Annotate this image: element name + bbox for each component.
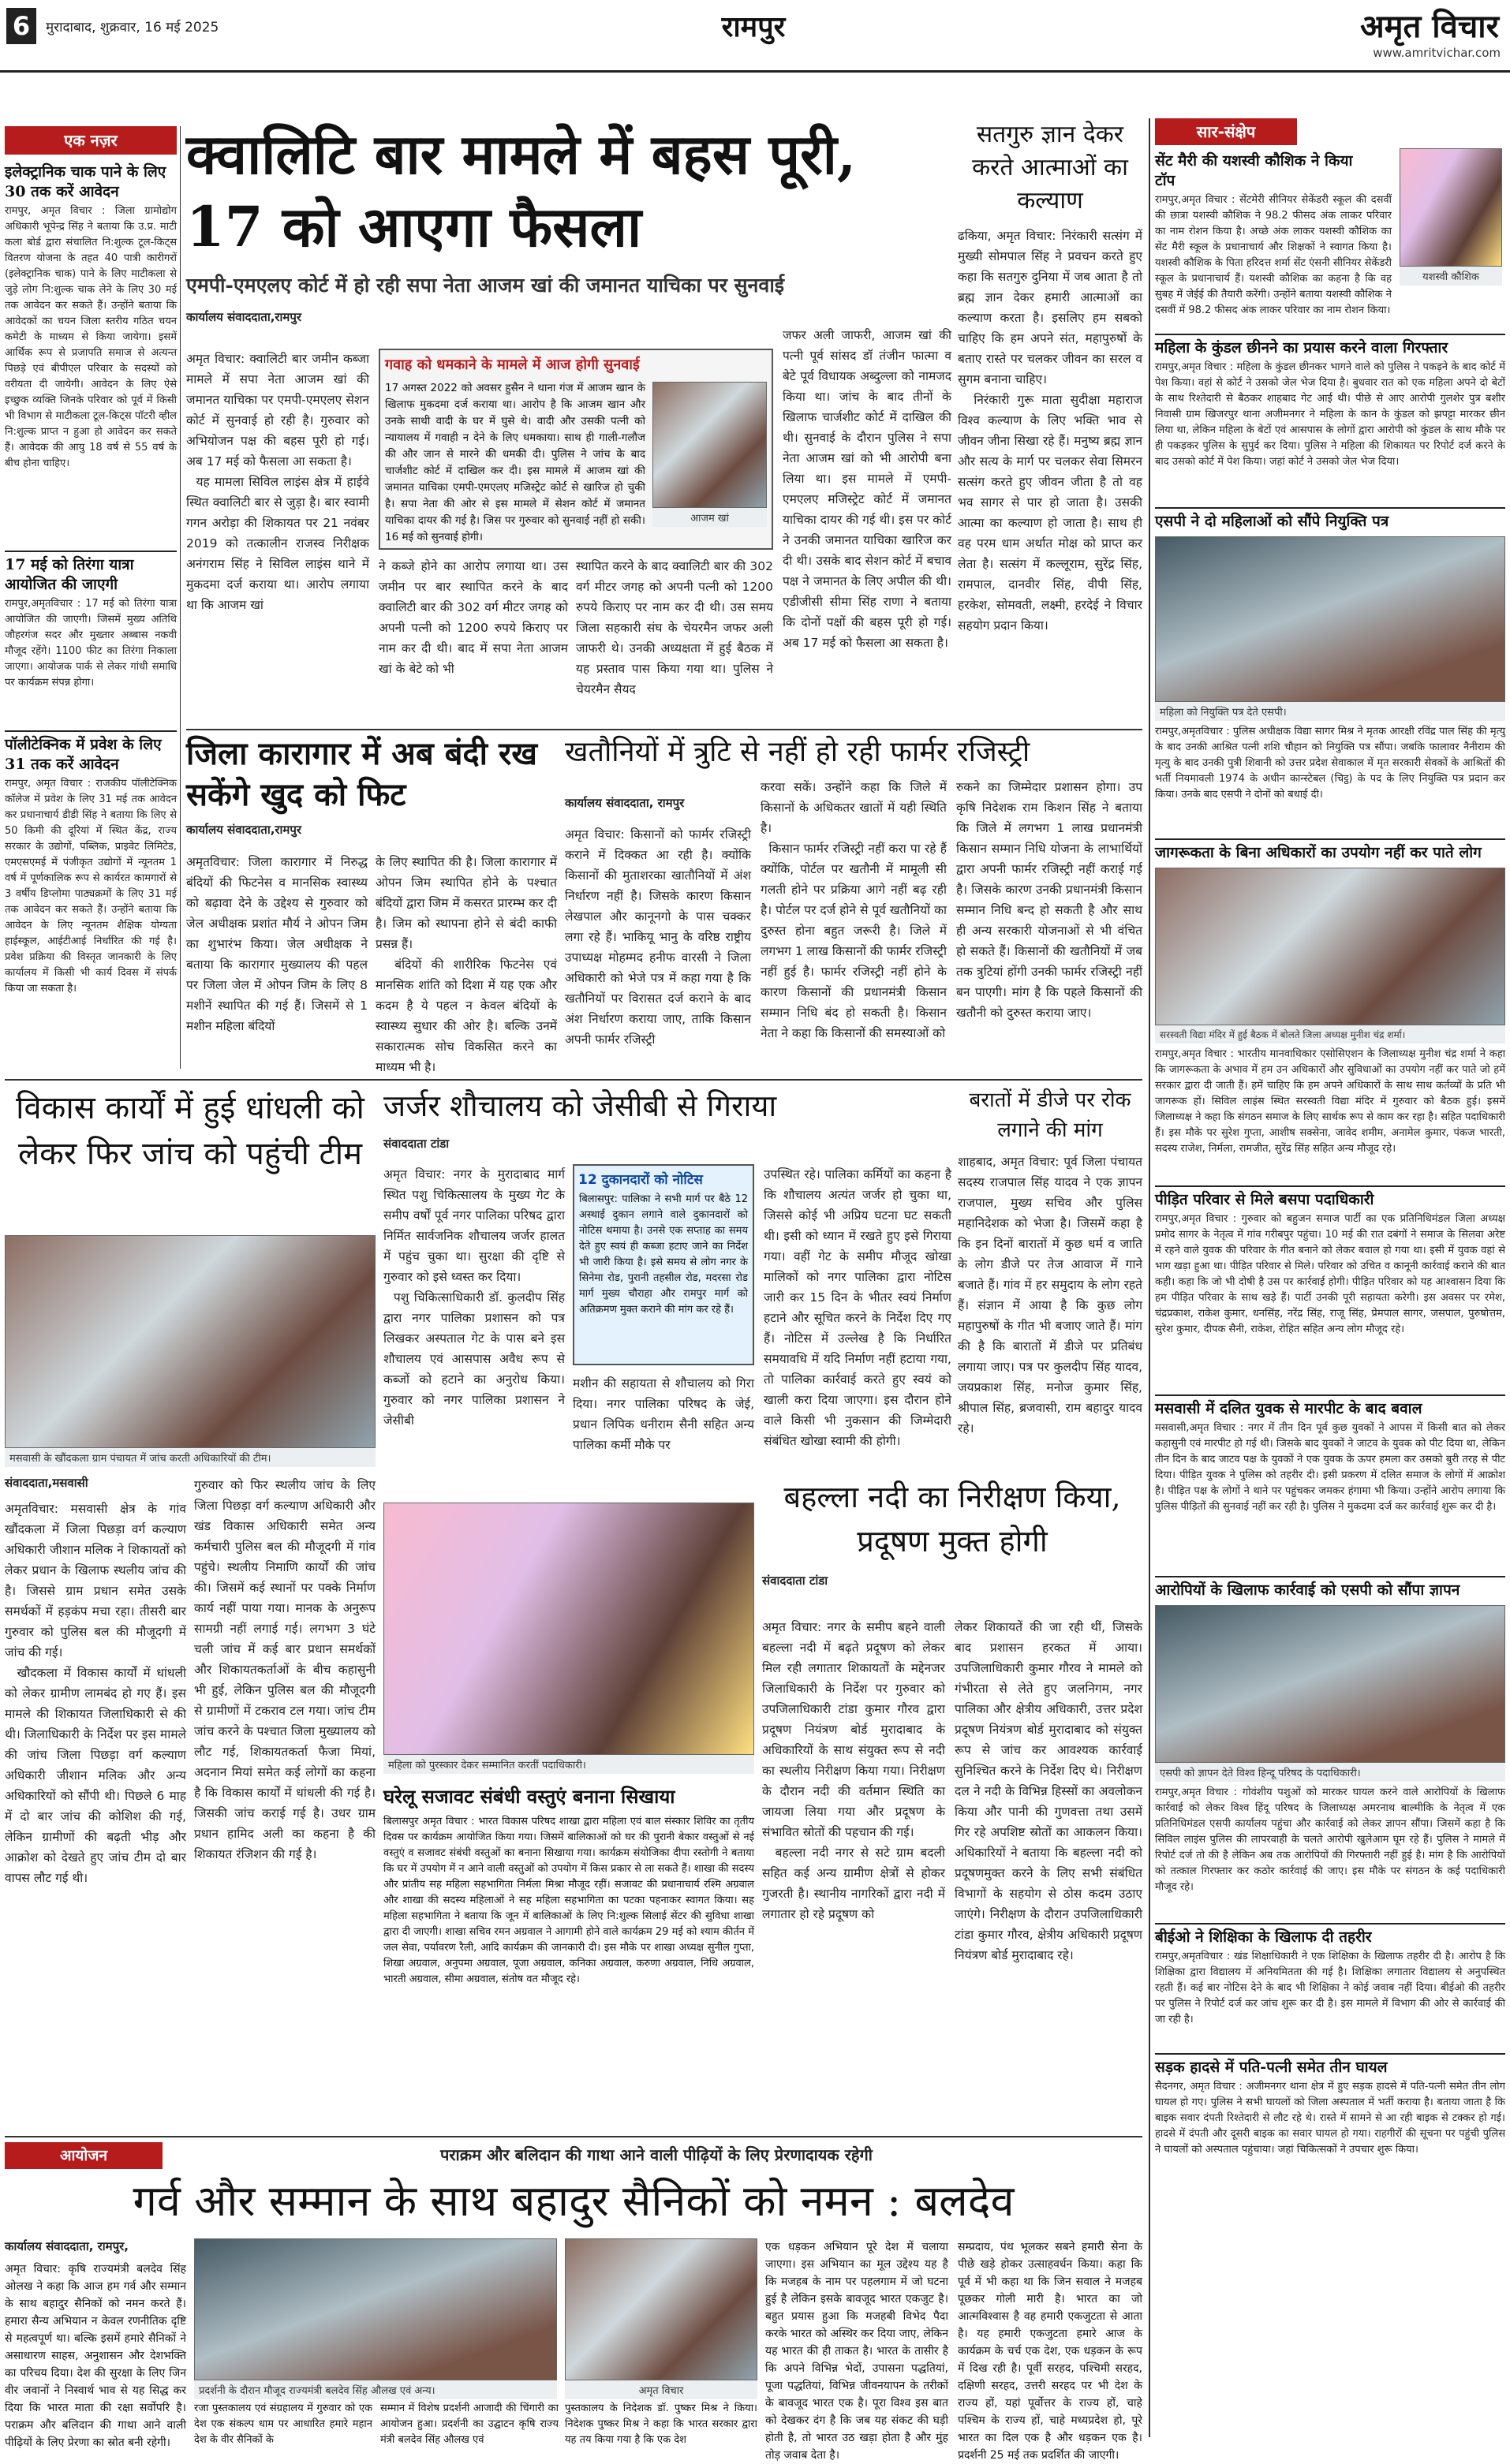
- divider-lead: [186, 729, 1142, 730]
- gharelu-headline: घरेलू सजावट संबंधी वस्तुएं बनाना सिखाया: [383, 1785, 675, 1808]
- sidebar-item-3: [1155, 507, 1509, 838]
- sidebar-item-5: [1155, 1185, 1509, 1394]
- memorandum-photo: [1155, 1605, 1505, 1763]
- yashasvi-caption: यशस्वी कौशिक: [1400, 267, 1502, 286]
- aayojan-kicker: पराक्रम और बलिदान की गाथा आने वाली पीढ़ियों के लिए प्रेरणादायक रहेगी: [440, 2145, 873, 2164]
- left-brief-head-2: 17 मई को तिरंगा यात्रा आयोजित की जाएगी: [5, 551, 177, 596]
- satguru-headline: सतगुरु ज्ञान देकर करते आत्माओं का कल्याण: [972, 121, 1128, 215]
- meeting-photo: [1155, 868, 1505, 1025]
- sidebar-head-8: बीईओ ने शिक्षिका के खिलाफ दी तहरीर: [1155, 1923, 1505, 1949]
- sidebar-caption-4: सरस्वती विद्या मंदिर में हुई बैठक में बोलते जिला अध्यक्ष मुनीश चंद्र शर्मा।: [1155, 1025, 1505, 1043]
- lead-col-4: स्थापित करने के बाद क्वालिटी बार की 302 वर्ग मीटर जगह को अपनी पत्नी को 1200 रुपये किराए पर नाम कर दी थी। उस समय जिला सहकारी संघ के चेयरमैन जफर अली जाफरी थे। उनकी अध्यक्षता में हुई बैठक में यह प्रस्ताव पास किया गया था। पुलिस ने चेयरमैन सैयद: [576, 559, 777, 696]
- sidebar-item-6: [1155, 1394, 1509, 1576]
- jail-headline: जिला कारागार में अब बंदी रख सकेंगे खुद को फिट: [186, 735, 538, 813]
- yashasvi-photo: [1400, 148, 1502, 267]
- shops-notice-text: बिलासपुर: पालिका ने सभी मार्ग पर बैठे 12 अस्थाई दुकान लगाने वाले दुकानदारों को नोटिस थमाया है। उनसे एक सप्ताह का समय देते हुए स्वयं ही कब्जा हटाए जाने का निर्देश भी जारी किया है। इसे समय से लोग नगर के सिनेमा रोड, पुरानी तहसील रोड, मदरसा रोड मार्ग मुख्य चौराहा और रामपुर मार्ग को अतिक्रमण मुक्त कराने की मांग कर रहे हैं।: [579, 1193, 748, 1316]
- farmer-headline: खतौनियों में त्रुटि से नहीं हो रही फार्मर रजिस्ट्री: [565, 736, 1030, 768]
- sidebar-head-2: महिला के कुंडल छीनने का प्रयास करने वाला गिरफ्तार: [1155, 334, 1505, 360]
- aayojan-col-2: रजा पुस्तकालय एवं संग्रहालय में गुरुवार को एक देश एक संकल्प धाम पर आधारित हमारे महान देश के वीर सैनिकों के: [194, 2402, 372, 2446]
- vikas-byline: संवाददाता,मसवासी: [5, 1476, 88, 1490]
- aayojan-col-1: अमृत विचार: कृषि राज्यमंत्री बलदेव सिंह ओलख ने कहा कि आज हम गर्व और सम्मान के साथ बहादुर सैनिकों को नमन करते हैं। हमारा सैन्य अभियान न केवल रणनीतिक दृष्टि से महत्वपूर्ण था। बल्कि इसमें हमारे सैनिकों ने असाधारण साहस, अनुशासन और देशभक्ति का परिचय दिया। देश की सुरक्षा के लिए जिन वीर जवानों ने निस्वार्थ भाव से यह सिद्ध कर दिया कि भारत माता की रक्षा सर्वोपरि है। पराक्रम और बलिदान की गाथा आने वाली पीढ़ियों के लिए प्रेरणा का स्रोत बनी रहेगी।: [5, 2263, 186, 2449]
- vikas-photo: [5, 1235, 376, 1448]
- sar-sankshep-tag: सार-संक्षेप: [1155, 118, 1297, 145]
- mahila-award-photo: [383, 1503, 754, 1755]
- bahalla-story: [762, 1475, 1146, 2130]
- sidebar-text-4: रामपुर,अमृत विचार : भारतीय मानवाधिकार एसोसिएशन के जिलाध्यक्ष मुनीश चंद्र शर्मा ने कहा कि जागरूकता के अभाव में हम उन अधिकारों और सुविधाओं का उपयोग नहीं कर पाते जो हमें सरकार द्वारा दी जाती हैं। हमें चाहिए कि हम अपने अधिकारों के साथ साथ कर्तव्यों के प्रति भी जागरूक हों। सिविल लाइंस स्थित सरस्वती विद्या मंदिर में गुरुवार को बैठक हुई। इसमें जिलाध्यक्ष ने कहा कि संगठन समाज के लिए सार्थक रूप से काम कर रहा है। सहित पदाधिकारी हैं। इस मौके पर सुरेश गुप्ता, आशीष सक्सेना, जावेद शमीम, अनामेल कुमार, पंकज भारती, सदस्य राजेश, निर्मला, रामजीत, सुरेंद्र सिंह सहित अन्य मौजूद रहे।: [1155, 1048, 1509, 1155]
- sidebar-text-3: रामपुर,अमृतविचार : पुलिस अधीक्षक विद्या सागर मिश्र ने मृतक आरक्षी रविंद्र पाल सिंह की मृत्यु के बाद उनकी आश्रित पत्नी शशि चौहान को नियुक्ति पत्र सौंपा। जबकि फालावर नैनीराम की मृत्यु के बाद उनकी पुत्री शिवानी को उत्तर प्रदेश सेवाकाल में मृत सरकारी सेवकों के आश्रितों की भर्ती नियमावली 1974 के अधीन कान्स्टेबल (चिट्ठ) के पद के लिए नियुक्ति पत्र प्रदान कर किया। उनके बाद एसपी ने दोनों को बधाई दी।: [1155, 726, 1509, 801]
- aayojan-photo-1: [194, 2238, 557, 2380]
- divider-aayojan: [5, 2136, 1142, 2137]
- farmer-col-1: अमृत विचार: किसानों को फार्मर रजिस्ट्री कराने में दिक्कत आ रही है। क्योंकि किसानों की मुताशरका खातौनियों में अंश निर्धारण नहीं है। जिसके कारण किसान लेखपाल और कानूनगो के पास चक्कर लगा रहे हैं। भाकियू भानु के वरिष्ठ राष्ट्रीय उपाध्यक्ष मोहम्मद हनीफ वारसी ने जिला अधिकारी को भेजे पत्र में कहा गया है कि खतौनियों पर विरासत दर्ज कराने के बाद अंश निर्धारण कराया जाए, ताकि किसान अपनी फार्मर रजिस्ट्री: [565, 827, 755, 1047]
- shauchalay-headline: जर्जर शौचालय को जेसीबी से गिराया: [383, 1088, 777, 1123]
- sidebar-caption-3: महिला को नियुक्ति पत्र देते एसपी।: [1155, 702, 1505, 721]
- aayojan-byline: कार्यालय संवाददाता, रामपुर,: [5, 2239, 129, 2253]
- shauchalay-col-1: अमृत विचार: नगर के मुरादाबाद मार्ग स्थित पशु चिकित्सालय के मुख्य गेट के समीप वर्षों पूर्व नगर पालिका परिषद द्वारा निर्मित सार्वजनिक शौचालय जर्जर हालत में पहुंच चुका था। सुरक्षा की दृष्टि से गुरुवार को इसे ध्वस्त कर दिया। पशु चिकित्साधिकारी डॉ. कुलदीप सिंह द्वारा नगर पालिका प्रशासन को पत्र लिखकर अस्पताल गेट के पास बने इस शौचालय एवं आसपास अवैध रूप से कब्जों को हटाने का अनुरोध किया। गुरुवार को नगर पालिका प्रशासन ने जेसीबी: [383, 1167, 565, 1428]
- section-name: रामपुर: [721, 10, 786, 43]
- bahalla-headline: बहल्ला नदी का निरीक्षण किया, प्रदूषण मुक्त होगी: [783, 1480, 1121, 1559]
- left-brief-head-3: पॉलीटेक्निक में प्रवेश के लिए 31 तक करें आवेदन: [5, 730, 177, 776]
- column-divider: [180, 126, 181, 1069]
- aayojan-col-4: पुस्तकालय के निदेशक डॉ. पुष्कर मिश्र ने किया। निदेशक पुष्कर मिश्र ने कहा कि भारत सरकार द्वारा यह तय किया गया है कि एक देश: [565, 2402, 757, 2446]
- sidebar-head-1: सेंट मैरी की यशस्वी कौशिक ने किया टॉप: [1155, 152, 1353, 189]
- sidebar-item-7: [1155, 1576, 1509, 1923]
- sidebar-text-1: रामपुर,अमृत विचार : सेंटमेरी सीनियर सेकेंडरी स्कूल की दसवीं की छात्रा यशस्वी कौशिक ने 98.2 फीसद अंक लाकर परिवार का नाम रोशन किया है। अच्छे अंक लाकर यशस्वी कौशिक का सेंट मैरी स्कूल के प्रधानाचार्य और शिक्षकों ने स्वागत किया है। यशस्वी कौशिक के पिता हरिदत्त शर्मा सेंट एंसनी सीनियर सेकेंडरी स्कूल के प्रधानाचार्य हैं। यशस्वी कौशिक का कहना है कि वह सुबह में जेईई की तैयारी करेंगी। उन्होंने बताया यशस्वी कौशिक ने दसवीं में 98.2 फीसद अंक लाकर परिवार का नाम रोशन किया।: [1155, 194, 1396, 316]
- shops-notice-inset: [573, 1164, 754, 1365]
- masthead: [0, 0, 1510, 73]
- vikas-col-2: गुरुवार को फिर स्थलीय जांच के लिए जिला पिछड़ा वर्ग कल्याण अधिकारी और खंड विकास अधिकारी समेत अन्य कर्मचारी पुलिस बल की मौजूदगी में गांव पहुंचे। स्थलीय निमाणि कार्यों की जांच की। जिसमें कई स्थानों पर पक्के निर्माण कार्य नहीं पाया गया। मानक के अनुरूप सामग्री नहीं लगाई गई। लगभग 3 घंटे चली जांच में कई बार प्रधान समर्थकों और शिकायतकर्ताओं के बीच कहासुनी भी हुई, लेकिन पुलिस बल की मौजूदगी से ग्रामीणों में टकराव टल गया। जांच टीम जांच करने के पश्चात जिला मुख्यालय को लौट गई, शिकायतकर्ता फैजा मियां, अदनान मियां समेत कई लोगों का कहना है कि विकास कार्यों में धांधली की गई है। जिसकी जांच कराई गई है। उधर ग्राम प्रधान हामिद अली का कहना है की शिकायत रंजिशन की गई है।: [194, 1478, 379, 1861]
- jail-col-2: के लिए स्थापित की है। जिला कारागार में ओपन जिम स्थापित होने के पश्चात बंदियों द्वारा जिम में कसरत प्रारम्भ कर दी है। जिम को स्थापना होने से बंदी काफी प्रसन्न हैं। बंदियों की शारीरिक फिटनेस एवं मानसिक शांति को दिशा में यह एक और कदम है ये पहल न केवल बंदियों के स्वास्थ्य सुधार की ओर है। बल्कि उनमें सकारात्मक सोच विकसित करने का माध्यम भी है।: [376, 855, 557, 1074]
- jail-col-1: अमृतविचार: जिला कारागार में निरुद्ध बंदियों की फिटनेस व मानसिक स्वास्थ्य को बढ़ावा देने के उद्देश्य से गुरुवार को जेल अधीक्षक प्रशांत मौर्य ने ओपन जिम का शुभारंभ किया। जेल अधीक्षक ने बताया कि कारागार मुख्यालय की पहल पर जिला जेल में ओपन जिम के लिए 8 मशीनें स्थापित की गई हैं। जिसमें से 1 मशीन महिला बंदियों: [186, 855, 372, 1033]
- baraton-text: शाहबाद, अमृत विचार: पूर्व जिला पंचायत सदस्य राजपाल सिंह यादव ने एक ज्ञापन राजपाल, मुख्य सचिव और पुलिस महानिदेशक को भेजा है। जिसमें कहा है कि इन दिनों बारातों में कुछ धर्म व जाति के लोग डीजे पर तेज आवाज में गाने बजाते हैं। गांव में हर समुदाय के लोग रहते हैं। संज्ञान में आया है कि कुछ लोग महापुरुषों के गीत भी बजाए जाते हैं। मांग की है कि बारातों में डीजे पर प्रतिबंध लगाया जाए। पत्र पर कुलदीप सिंह यादव, जयप्रकाश सिंह, मनोज कुमार सिंह, श्रीपाल सिंह, ब्रजवासी, राम बहादुर यादव रहे।: [958, 1155, 1146, 1435]
- lead-story: [186, 118, 955, 726]
- vikas-caption: मसवासी के खौंदकला ग्राम पंचायत में जांच करती अधिकारियों की टीम।: [5, 1448, 376, 1467]
- sidebar-text-7: रामपुर,अमृत विचार : गोवंशीय पशुओं को मारकर घायल करने वाले आरोपियों के खिलाफ कार्रवाई को लेकर विश्व हिंदू परिषद के जिलाध्यक्ष अमरनाथ बाल्मीकि के नेतृत्व में एक प्रतिनिधिमंडल एसपी कार्यालय पहुंचा और कार्रवाई को लेकर ज्ञापन सौंपा। जिसमें कहा है कि सिविल लाइंस पुलिस की लापरवाही के चलते आरोपी खुलेआम घूम रहे हैं। पुलिस ने मामले में रिपोर्ट दर्ज तो की है लेकिन अब तक आरोपियों की गिरफ्तारी नहीं हुई है। मांग है कि आरोपियों को तत्काल गिरफ्तार कर कठोर कार्रवाई की जाए। इस मौके पर संगठन के कई पदाधिकारी मौजूद रहे।: [1155, 1786, 1509, 1893]
- website-url[interactable]: www.amritvichar.com: [1373, 46, 1501, 60]
- dateline: मुरादाबाद, शुक्रवार, 16 मई 2025: [46, 20, 219, 35]
- bahalla-byline: संवाददाता टांडा: [762, 1574, 828, 1588]
- sidebar-head-7: आरोपियों के खिलाफ कार्रवाई को एसपी को सौंपा ज्ञापन: [1155, 1576, 1505, 1602]
- aayojan-caption-2: अमृत विचार: [565, 2380, 757, 2399]
- sp-appointment-photo: [1155, 536, 1505, 702]
- sidebar-text-8: रामपुर,अमृतविचार : खंड शिक्षाधिकारी ने एक शिक्षिका के खिलाफ तहरीर दी है। आरोप है कि शिक्षिका द्वारा विद्यालय में अनियमितता की गई है। शिक्षिका लगातार विद्यालय से अनुपस्थित रहती हैं। कई बार नोटिस देने के बाद भी शिक्षिका ने कोई जवाब नहीं दिया। बीईओ की तहरीर पर पुलिस ने रिपोर्ट दर्ज कर जांच शुरू कर दी है। इस मामले में विभाग की ओर से कार्रवाई की जा रही है।: [1155, 1951, 1509, 2025]
- aayojan-caption-1: प्रदर्शनी के दौरान मौजूद राज्यमंत्री बलदेव सिंह औलख एवं अन्य।: [194, 2380, 557, 2399]
- farmer-story: [565, 734, 1146, 1073]
- sidebar-text-6: मसवासी,अमृत विचार : नगर में तीन दिन पूर्व कुछ युवकों ने आपस में किसी बात को लेकर कहासुनी एवं मारपीट हो गई थी। जिसके बाद युवकों ने जाटव के युवक को पीट दिया था, लेकिन तीन दिन के बाद जाटव पक्ष के युवकों ने एक युवक के ऊपर हमला कर उसको बुरी तरह से पीट दिया। पीड़ित युवक ने पुलिस को तहरीर दी। इसी प्रकरण में दलित समाज के लोगों में आक्रोश है। पीड़ित पक्ष के लोगों ने थाने पर पहुंचकर जमकर हंगामा भी किया। उन्होंने आरोप लगाया कि पुलिस पीड़ितों की सुनवाई नहीं कर रही है। पुलिस ने मुकदमा दर्ज कर कार्रवाई शुरू कर दी है।: [1155, 1422, 1509, 1513]
- shops-notice-head: 12 दुकानदारों को नोटिस: [578, 1172, 703, 1188]
- sidebar-caption-7: एसपी को ज्ञापन देते विश्व हिन्दू परिषद के पदाधिकारी।: [1155, 1763, 1505, 1782]
- baraton-story: [958, 1085, 1146, 1456]
- sidebar-item-9: [1155, 2053, 1509, 2211]
- sidebar-text-5: रामपुर,अमृत विचार : गुरुवार को बहुजन समाज पार्टी का एक प्रतिनिधिमंडल जिला अध्यक्ष प्रमोद सागर के नेतृत्व में गांव गरीबपुर पहुंचा। 10 मई की रात दबंगों ने समाज के सिलवा अरेष्ट में रहने वाले युवक की परिवार के गीत बनाने को लेकर बवाल हो गया था। इसी में युवक वहां से भाग खड़ा हुआ था। पीड़ित परिवार से मिले। परिवार को उचित व कानूनी कार्रवाई कराने की बात कही। कहा कि जो भी दोषी है उस पर कार्रवाई होगी। पीड़ित परिवार को यह आश्वासन दिया कि हम पीड़ित परिवार के साथ खड़े हैं। पार्टी उनकी पूरी सहायता करेगी। इस अवसर पर रमेश, चंद्रप्रकाश, राकेश कुमार, धनसिंह, नरेंद्र सिंह, राजू सिंह, प्रेमपाल सागर, जसपाल, पुरुषोत्तम, सुरेश कुमार, दीपक सैनी, राकेश, रोहित सहित अन्य लोग मौजूद रहे।: [1155, 1213, 1509, 1335]
- sidebar-text-9: सैदनगर, अमृत विचार : अजीमनगर थाना क्षेत्र में हुए सड़क हादसे में पति-पत्नी समेत तीन लोग घायल हो गए। पुलिस ने सभी घायलों को जिला अस्पताल में भर्ती कराया है। बताया जाता है कि बाइक सवार दंपती रिश्तेदारी से लौट रहे थे। रास्ते में सामने से आ रही बाइक से टक्कर हो गई। हादसे में दंपती और दूसरी बाइक का सवार घायल हो गया। राहगीरों की सूचना पर पहुंची पुलिस ने घायलों को अस्पताल पहुंचाया। जहां चिकित्सकों ने उपचार शुरू किया।: [1155, 2081, 1509, 2156]
- sidebar-divider: [1149, 118, 1150, 2437]
- left-column: [5, 126, 181, 1069]
- lead-col-2: ने कब्जे होने का आरोप लगाया था। उस जमीन पर बार स्थापित करने के बाद क्वालिटी बार की 302 वर्ग मीटर जगह को अपनी पत्नी को 1200 रुपये किराए पर नाम कर दी थी। बाद में सपा नेता आजम खां के बेटे को भी: [379, 559, 572, 676]
- shauchalay-col-2: मशीन की सहायता से शौचालय को गिरा दिया। नगर पालिका परिषद के जेई, प्रधान लिपिक धनीराम सैनी सहित अन्य पालिका कर्मी मौके पर: [573, 1376, 758, 1452]
- vikas-col-1: अमृतविचार: मसवासी क्षेत्र के गांव खौंदकला में जिला पिछड़ा वर्ग कल्याण अधिकारी जीशान मलिक ने शिकायतों को लेकर प्रधान के खिलाफ स्थलीय जांच की है। जिससे ग्राम प्रधान समेत उसके समर्थकों में हड़कंप मचा रहा। तीसरी बार गुरुवार को पुलिस बल की मौजूदगी में जांच की गई। खौदकला में विकास कार्यों में धांधली को लेकर ग्रामीण लामबंद हो गए हैं। इस मामले की शिकायत जिलाधिकारी से की थी। जिलाधिकारी के निर्देश पर इस मामले की जांच जिला पिछड़ा वर्ग कल्याण अधिकारी जीशान मलिक और अन्य अधिकारियों को सौंपी थी। पिछले 6 माह में दो बार जांच की कोशिश की गई, लेकिन ग्रामीणों की बढ़ती भीड़ और आक्रोश को देखते हुए जांच टीम दो बार वापस लौट गई थी।: [5, 1502, 186, 1885]
- lead-col-5: जफर अली जाफरी, आजम खां की पत्नी पूर्व सांसद डॉ तंजीन फात्मा व बेटे पूर्व विधायक अब्दुल्ला को नामजद किया था। जांच के बाद तीनों के खिलाफ चार्जशीट कोर्ट में दाखिल की थी। सुनवाई के दौरान पुलिस ने सपा नेता आजम खां को भी आरोपी बना लिया था। इस मामले में एमपी-एमएलए मजिस्ट्रेट कोर्ट में जमानत याचिका दायर की गई थी। इस पर कोर्ट ने उनकी जमानत याचिका खारिज कर दी थी। उसके बाद सेशन कोर्ट में बचाव पक्ष ने जमानत के लिए अपील की थी। एडीजीसी सीमा सिंह राणा ने बताया कि दोनों पक्षों की बहस पूरी हो गई। अब 17 मई को फैसला आ सकता है।: [783, 328, 955, 650]
- brand-logo: अमृत विचार: [1360, 8, 1499, 45]
- page-number: 6: [6, 8, 36, 44]
- sidebar-item-4: [1155, 838, 1509, 1185]
- left-brief-text-1: रामपुर, अमृत विचार : जिला ग्रामोद्योग अधिकारी भूपेन्द्र सिंह ने बताया कि उ.प्र. माटी कला बोर्ड द्वारा संचालित नि:शुल्क टूल-किट्स वितरण योजना के तहत 40 पात्री कारीगरों (इलेक्ट्रानिक चाक) पाने के लिए माटीकला से जुड़े लोग नि:शुल्क चाक लेने के लिए 30 मई तक आवेदन कर सकते हैं। उन्होंने बताया कि आवेदकों का चयन जिला स्तरीय गठित चयन कमेटी के माध्यम से किया जायेगा। इसमें आर्थिक रूप से प्रजापति समाज से अत्यन्त पिछड़े एवं बीपीएल परिवार के सदस्यों को वरीयता दी जायेगी। आवेदन के लिए ऐसे इच्छुक व्यक्ति जिनके परिवार को पूर्व में किसी भी विभाग से माटीकला टूल-किट्स पाॅटरी व्हील नि:शुल्क प्राप्त न हुआ हो आवेदन कर सकते हैं। आवेदक की आयु 18 वर्ष से 55 वर्ष के बीच होना चाहिए।: [5, 205, 181, 469]
- sidebar-head-5: पीड़ित परिवार से मिले बसपा पदाधिकारी: [1155, 1185, 1505, 1211]
- jail-byline: कार्यालय संवाददाता,रामपुर: [186, 823, 302, 837]
- farmer-col-3: रुकने का जिम्मेदार प्रशासन होगा। उप कृषि निदेशक राम किशन सिंह ने बताया कि जिले में लगभग 1 लाख प्रधानमंत्री किसान सम्मान निधि योजना के लाभार्थियों द्वारा अपनी फार्मर रजिस्ट्री नहीं कराई गई है। जिसके कारण उनकी प्रधानमंत्री किसान सम्मान निधि बन्द हो सकती है और साथ ही अन्य सरकारी योजनाओं से भी वंचित हो सकते हैं। किसानों की खतौनियों में जब तक त्रुटियां होंगी उनकी फार्मर रजिस्ट्री नहीं बन पाएगी। मांग है कि पहले किसानों की खतौनी को दुरुस्त कराया जाए।: [956, 780, 1146, 1020]
- farmer-col-2: करवा सकें। उन्होंने कहा कि जिले में किसानों के अधिकतर खातों में यही स्थिति है। किसान फार्मर रजिस्ट्री नहीं करा पा रहे हैं क्योंकि, पोर्टल पर खतौनी में मामूली सी गलती होने पर प्रक्रिया आगे नहीं बढ़ रही है। पोर्टल पर दर्ज होने से पूर्व खतौनियों का दुरुस्त होना बहुत जरूरी है। जिले में लगभग 1 लाख किसानों की फार्मर रजिस्ट्री नहीं हुई है। फार्मर रजिस्ट्री नहीं होने के कारण किसानों की प्रधानमंत्री किसान सम्मान निधि बंद हो सकती है। किसान नेता ने कहा कि किसानों की समस्याओं को: [761, 780, 947, 1040]
- lead-inset-text: 17 अगस्त 2022 को अवसर हुसैन ने थाना गंज में आजम खान के खिलाफ मुकदमा दर्ज कराया था। आरोप है कि आजम खान और उनके साथी वादी के घर में घुसे थे। वादी और उसकी पत्नी को न्यायालय में गवाही न देने के लिए धमकाया। साथ ही गाली-गलौज की और जान से मारने की धमकी दी। पुलिस ने जांच के बाद चार्जशीट कोर्ट में दाखिल कर दी। इस मामले में आजम खां की जमानत याचिका एमपी-एमएलए मजिस्ट्रेट कोर्ट से खारिज हो चुकी है। सपा नेता की ओर से इस मामले में सेशन कोर्ट में जमानत याचिका दायर की गई है। जिस पर गुरुवार को सुनवाई नहीं हो सकी। 16 मई को सुनवाई होगी।: [385, 382, 645, 543]
- vikas-headline: विकास कार्यों में हुई धांधली को लेकर फिर जांच को पहुंची टीम: [16, 1090, 364, 1172]
- lead-inset: [379, 349, 773, 550]
- sidebar-head-3: एसपी ने दो महिलाओं को सौंपे नियुक्ति पत्र: [1155, 507, 1505, 533]
- jail-story: [186, 734, 557, 1073]
- aayojan-col-6: सम्प्रदाय, पंथ भूलकर सबने हमारी सेना के पीछे खड़े होकर उत्साहवर्धन किया। कहा कि पूर्व में भी कहा था कि जिन सवाल ने मजहब पूछकर गोली मारी है। भारत का जो आत्मविश्वास है वह हमारी एकजुटता से आता है। यह हमारी एकजुटता हमारे आज के कार्यक्रम के चर्च एक देश, एक धड़कन के रूप में दिख रही है। पूर्वी सरहद, पश्चिमी सरहद, दक्षिणी सरहद, उत्तरी सरहद पर भी देश के राज्य हों, यहां पूर्वोत्तर के राज्य हों, चाहे पश्चिम के राज्य हों, चाहे मध्यप्रदेश हो, पूरे भारत का दिल एक है और धड़कन एक है। प्रदर्शनी 25 मई तक प्रदर्शित की जाएगी।: [958, 2241, 1142, 2462]
- shauchalay-byline: संवाददाता टांडा: [383, 1137, 450, 1151]
- satguru-text: ढकिया, अमृत विचार: निरंकारी सत्संग में मुख्यी सोमपाल सिंह ने प्रवचन करते हुए कहा कि सतगुरु दुनिया में जब आता है तो ब्रह्म ज्ञान देकर हमारी आत्माओं का कल्याण करता है। इसलिए हम सबको चाहिए कि हम अपने संत, महापुरुषों के बताए रास्ते पर चलकर जीवन का सरल व सुगम बनाना चाहिए। निरंकारी गुरू माता सुदीक्षा महाराज विश्व कल्याण के लिए भक्ति भाव से जीवन जीना सिखा रहे हैं। मनुष्य ब्रह्म ज्ञान और सत्य के मार्ग पर चलकर सेवा सिमरन सत्संग करते हुए जीवन जीता है तो वह भव सागर से पार हो जाता है। उसकी आत्मा का कल्याण हो जाता है। साथ ही वह परम धाम अर्थात मोक्ष को प्राप्त कर लेता है। सत्संग में कल्लूराम, सुरेंद्र सिंह, रामपाल, दानवीर सिंह, वीपी सिंह, हरकेश, सोमवती, लक्ष्मी, हरदेई ने विचार सहयोग प्रदान किया।: [958, 229, 1142, 633]
- baraton-headline: बरातों में डीजे पर रोक लगाने की मांग: [969, 1088, 1131, 1142]
- aayojan-col-3: सम्मान में विशेष प्रदर्शनी आजादी की चिंगारी का आयोजन हुआ। प्रदर्शनी का उद्घाटन कृषि राज्य मंत्री बलदेव सिंह औलख एवं: [380, 2402, 559, 2446]
- bahalla-col-1: अमृत विचार: नगर के समीप बहने वाली बहल्ला नदी में बढ़ते प्रदूषण को लेकर मिल रही लगातार शिकायतों के मद्देनजर जिलाधिकारी के निर्देश पर गुरुवार को उपजिलाधिकारी टांडा कुमार गौरव द्वारा प्रदूषण नियंत्रण बोर्ड मुरादाबाद के अधिकारियों के साथ संयुक्त रूप से नदी का स्थलीय निरीक्षण किया गया। निरीक्षण के दौरान नदी की वर्तमान स्थिति का जायजा लिया गया और प्रदूषण के संभावित स्रोतों की पहचान की गई। बहल्ला नदी नगर से सटे ग्राम बदली सहित कई अन्य ग्रामीण क्षेत्रों से होकर गुजरती है। स्थानीय नागरिकों द्वारा नदी में लगातार हो रहे प्रदूषण को: [762, 1620, 945, 1921]
- farmer-byline: कार्यालय संवाददाता, रामपुर: [565, 796, 685, 810]
- gharelu-story: [383, 1784, 754, 2131]
- sidebar-item-1: [1155, 148, 1505, 334]
- lead-inset-head: गवाह को धमकाने के मामले में आज होगी सुनवाई: [385, 357, 640, 373]
- sidebar-item-8: [1155, 1923, 1509, 2053]
- lead-col-1: अमृत विचार: क्वालिटी बार जमीन कब्जा मामले में सपा नेता आजम खां की जमानत याचिका पर एमपी-एमएलए सेशन कोर्ट में सुनवाई हो रही है। गुरुवार को अभियोजन पक्ष की बहस पूरी हो गई। अब 17 मई को फैसला आ सकता है। यह मामला सिविल लाइंस क्षेत्र में हाईवे स्थित क्वालिटी बार से जुड़ा है। बार स्वामी गगन अरोड़ा की शिकायत पर 21 नवंबर 2019 को तत्कालीन राजस्व निरीक्षक अनंगराम सिंह ने सिविल लाइंस थाने में मुकदमा दर्ज कराया था। आरोप लगाया था कि आजम खां: [186, 352, 369, 612]
- mahila-award-caption: महिला को पुरस्कार देकर सम्मानित करतीं पदाधिकारी।: [383, 1755, 754, 1774]
- aayojan-headline: गर्व और सम्मान के साथ बहादुर सैनिकों को नमन : बलदेव: [133, 2176, 1015, 2226]
- sar-sankshep-sidebar: [1155, 118, 1509, 2437]
- sidebar-head-9: सड़क हादसे में पति-पत्नी समेत तीन घायल: [1155, 2053, 1505, 2079]
- aayojan-tag: आयोजन: [5, 2142, 163, 2169]
- ek-nazar-tag: एक नज़र: [5, 126, 177, 155]
- lead-headline: क्वालिटि बार मामले में बहस पूरी, 17 को आएगा फैसला: [186, 121, 857, 259]
- left-brief-head-1: इलेक्ट्रानिक चाक पाने के लिए 30 तक करें आवेदन: [5, 163, 166, 200]
- aayojan-photo-2: [565, 2238, 757, 2380]
- lead-byline: कार्यालय संवाददाता,रामपुर: [186, 310, 302, 324]
- sidebar-head-6: मसवासी में दलित युवक से मारपीट के बाद बवाल: [1155, 1394, 1505, 1421]
- sidebar-text-2: रामपुर,अमृत विचार : महिला के कुंडल छीनकर भागने वाले को पुलिस ने पकड़ने के बाद कोर्ट में पेश किया। वहां से कोर्ट ने उसको जेल भेज दिया है। बुधवार रात को एक महिला अपने दो बेटों के साथ रिश्तेदारी से बैठकर शाहबाद गेट आई थी। पीछे से आए आरोपी गुलशेर पुत्र बशीर निवासी ग्राम खिजरपुर थाना अजीमनगर ने महिला के कान के कुंडल को झपट्टा मारकर छीन लिया था, लेकिन महिला के बेटों एवं आसपास के लोगों द्वारा आरोपी को कुंडल के साथ मौके पर ही पकड़कर पुलिस के सुपुर्द कर दिया। पुलिस ने महिला की शिकायत पर रिपोर्ट दर्ज करने के बाद उसको कोर्ट में पेश किया। जहां कोर्ट ने उसको जेल भेज दिया।: [1155, 361, 1509, 468]
- divider-mid: [5, 1079, 1142, 1081]
- shauchalay-col-3: उपस्थित रहे। पालिका कर्मियों का कहना है कि शौचालय अत्यंत जर्जर हो चुका था, जिससे कोई भी अप्रिय घटना घट सकती थी। इसी को ध्यान में रखते हुए इसे गिराया गया। वहीं गेट के समीप मौजूद खोखा मालिकों को नगर पालिका द्वारा नोटिस जारी कर 15 दिन के भीतर स्वयं निर्माण हटाने और सूचित करने के निर्देश दिए गए हैं। नोटिस में उल्लेख है कि निर्धारित समयावधि में यदि निर्माण नहीं हटाया गया, तो पालिका कार्रवाई करते हुए स्वयं को खाली करा दिया जाएगा। इस दौरान होने वाले किसी भी नुकसान की जिम्मेदारी संबंधित खोखा स्वामी की होगी।: [764, 1167, 955, 1448]
- aayojan-col-5: एक धड़कन अभियान पूरे देश में चलाया जाएगा। इस अभियान का मूल उद्देश्य यह है कि मजहब के नाम पर पहलगाम में जो घटना हुई है लेकिन इसके बावजूद भारत एकजुट है। बहुत प्रयास हुआ कि मजहबी विभेद पैदा करके भारत को अस्थिर कर दिया जाए, लेकिन यह भारत की ही ताकत है। भारत के तासीर है कि अपने विभिन्न भेदों, उपासना पद्धतियां, पूजा पद्धतियां, विभिन्न जीवनयापन के तरीकों के बावजूद भारत एक है। पूरा विश्व इस बात को देखकर दंग है कि जब यह संकट की घड़ी होती है, तो भारत उठ खड़ा होता है और मुंह तोड़ जवाब देता है।: [765, 2241, 948, 2462]
- bahalla-col-2: लेकर शिकायतें की जा रही थीं, जिसके बाद प्रशासन हरकत में आया। उपजिलाधिकारी कुमार गौरव ने मामले को गंभीरता से लेते हुए जलनिगम, नगर पालिका और क्षेत्रीय अधिकारी, उत्तर प्रदेश प्रदूषण नियंत्रण बोर्ड मुरादाबाद को संयुक्त रूप से जांच कर आवश्यक कार्रवाई सुनिश्चित करने के निर्देश दिए थे। निरीक्षण दल ने नदी के विभिन्न हिस्सों का अवलोकन किया और पानी की गुणवत्ता तथा उसमें गिर रहे अपशिष्ट स्रोतों का आकलन किया। अधिकारियों ने बताया कि बहल्ला नदी को प्रदूषणमुक्त करने के लिए सभी संबंधित विभागों के सहयोग से ठोस कदम उठाए जाएंगे। निरीक्षण के दौरान उपजिलाधिकारी टांडा कुमार गौरव, क्षेत्रीय अधिकारी प्रदूषण नियंत्रण बोर्ड मुरादाबाद रहे।: [955, 1620, 1146, 1962]
- satguru-story: [958, 118, 1142, 726]
- azam-khan-caption: आजम खां: [652, 508, 767, 527]
- left-brief-text-2: रामपुर,अमृतविचार : 17 मई को तिरंगा यात्रा आयोजित की जाएगी। जिसमें मुख्य अतिथि जौहरगंज सदर और मुख्तार अब्बास नकवी मौजूद रहेंगे। 1100 फीट का तिरंगा निकाला जाएगा। आयोजक पार्क से लेकर गांधी समाधि पर कार्यक्रम संपन्न होगा।: [5, 598, 181, 689]
- vikas-story: [5, 1085, 379, 2126]
- left-brief-text-3: रामपुर, अमृत विचार : राजकीय पॉलीटेक्निक कॉलेज में प्रवेश के लिए 31 मई तक आवेदन कर प्रधानाचार्य डीडी सिंह ने बताया कि लिए से 50 किमी की दूरियां में स्थित केंद्र, राज्य सरकार के उद्योगों, पब्लिक, प्राइवेट लिमिटेड, एमएसएमई में पंजीकृत उद्योगों में न्यूनतम 1 वर्ष में पूर्णकालिक रूप से कार्यरत कामगारों से 3 वर्षीय डिप्लोमा पाठ्यक्रमों के लिए 31 मई तक आवेदन कर सकते हैं। उन्होंने बताया कि आवेदन के लिए न्यूनतम शैक्षिक योग्यता हाईस्कूल, आईटीआई निर्धारित की गई है। प्रवेश प्रक्रिया की विस्तृत जानकारी के लिए कार्यालय में किसी भी कार्य दिवस में संपर्क किया जा सकता है।: [5, 778, 181, 995]
- lead-kicker: एमपी-एमएलए कोर्ट में हो रही सपा नेता आजम खां की जमानत याचिका पर सुनवाई: [186, 274, 785, 297]
- sidebar-head-4: जागरूकता के बिना अधिकारों का उपयोग नहीं कर पाते लोग: [1155, 838, 1505, 864]
- sidebar-item-2: [1155, 334, 1509, 507]
- gharelu-text: बिलासपुर अमृत विचार : भारत विकास परिषद शाखा द्वारा महिला एवं बाल संस्कार शिविर का तृतीय दिवस पर कार्यक्रम आयोजित किया गया। जिसमें बालिकाओं को घर की पुरानी बेकार वस्तुओं से नई वस्तुएं व सजावट संबंधी वस्तुओं का बनाना सिखाया गया। कार्यक्रम संयोजिका दीपा रस्तोगी ने बताया कि घर में उपयोग में न आने वाली वस्तुओं को उपयोग में किस प्रकार से ला सकते हैं। शाखा की सदस्य और प्रांतीय सह महिला सहभागिता निर्मला मिश्रा मौजूद रहीं। सजावट की प्रधानाचार्य रश्मि अग्रवाल और शाखा की सदस्य महिलाओं ने सह महिला सहभागिता का पटका पहनाकर स्वागत किया। सह महिला सहभागिता ने बताया कि जून में बालिकाओं के लिए नि:शुल्क सिलाई सेंटर की सुविधा शाखा द्वारा दी जाएगी। शाखा सचिव रमन अग्रवाल ने आगामी होने वाले कार्यक्रम 29 मई को श्याम कीर्तन में जल सेवा, पर्यावरण रैली, आदि कार्यक्रम की जानकारी दी। इस मौके पर शाखा अध्यक्ष सुनील गुप्ता, शिखा अग्रवाल, अनुपमा अग्रवाल, पूजा अग्रवाल, कनिका अग्रवाल, करुणा अग्रवाल, निधि अग्रवाल, भारती अग्रवाल, सीमा अग्रवाल, संतोष वत मौजूद रहे।: [383, 1816, 754, 1985]
- azam-khan-photo: [652, 382, 767, 508]
